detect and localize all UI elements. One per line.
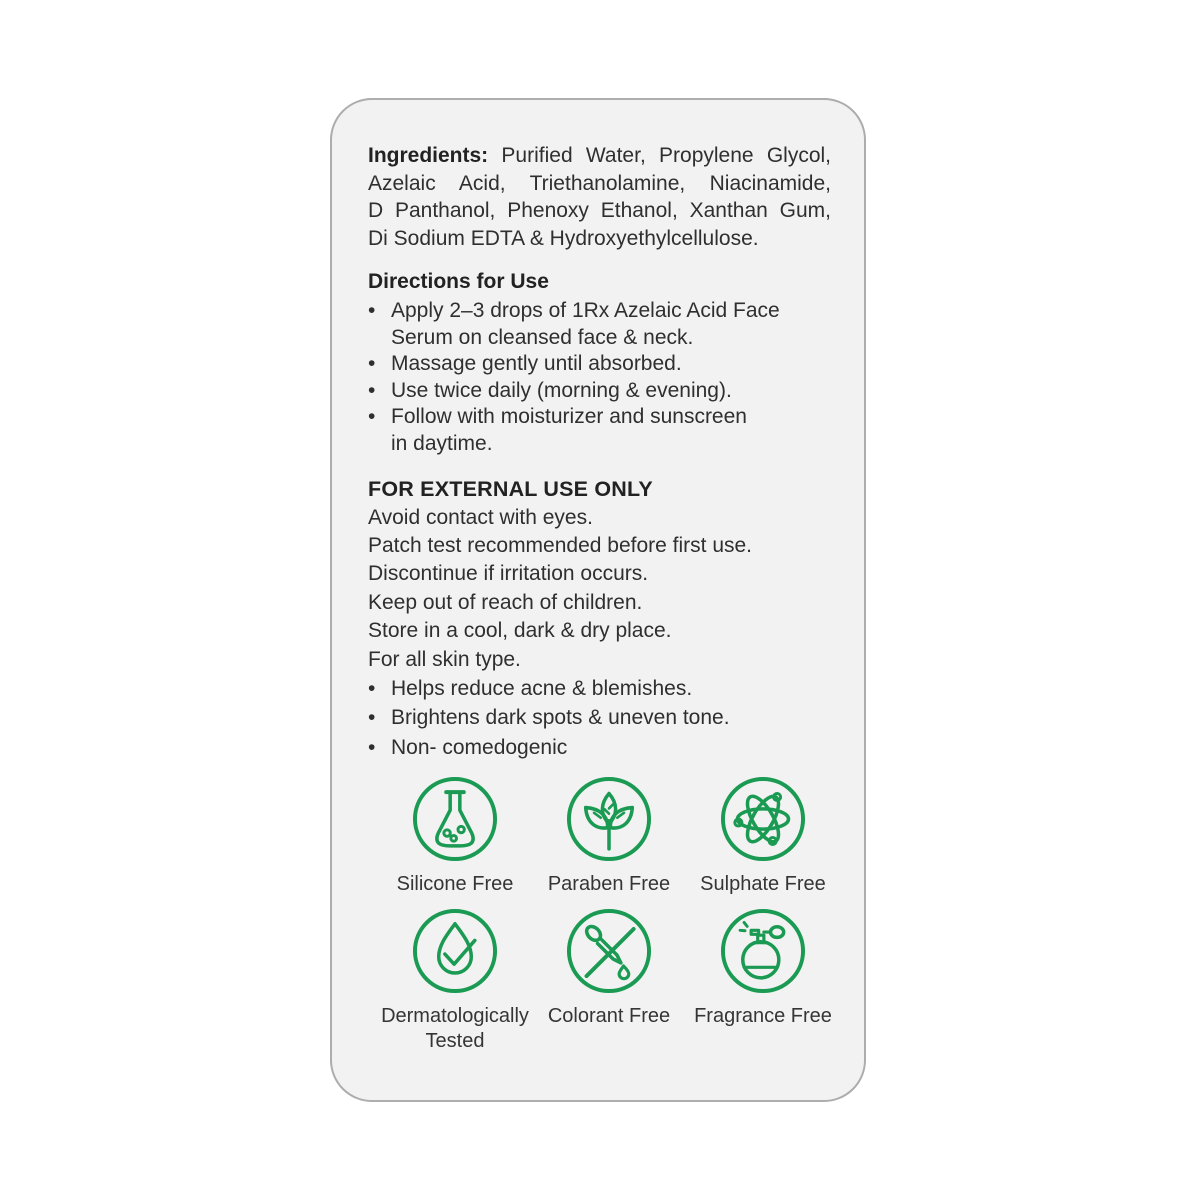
badge-colorant-free	[532, 907, 686, 1054]
directions-list	[368, 298, 831, 457]
directions-heading: Directions for Use	[368, 270, 549, 293]
badge-label: Silicone Free	[396, 873, 514, 896]
badge-label: Dermatologically Tested	[381, 1005, 529, 1053]
badge-sulphate-free	[686, 775, 840, 897]
list-item	[368, 351, 831, 378]
product-label-card	[330, 98, 866, 1102]
ingredients-paragraph	[368, 142, 831, 252]
direction-text: • Massage gently until absorbed.	[391, 352, 682, 375]
atom-icon	[719, 775, 807, 863]
benefit-text: • Non- comedogenic	[391, 735, 568, 759]
warning-line: Store in a cool, dark & dry place.	[368, 619, 672, 643]
list-item	[368, 674, 831, 704]
warning-line: Patch test recommended before first use.	[368, 533, 753, 557]
list-item	[368, 298, 831, 351]
list-item	[368, 733, 831, 763]
badge-fragrance-free	[686, 907, 840, 1054]
benefit-text: • Helps reduce acne & blemishes.	[391, 676, 693, 700]
list-item	[368, 404, 831, 457]
badge-label: Paraben Free	[547, 873, 671, 896]
badge-paraben-free	[532, 775, 686, 897]
ingredients-heading: Ingredients:	[368, 144, 489, 167]
droplet-check-icon	[411, 907, 499, 995]
badge-label: Fragrance Free	[694, 1005, 832, 1028]
benefit-text: • Brightens dark spots & uneven tone.	[391, 706, 730, 730]
warning-line: Discontinue if irritation occurs.	[368, 562, 649, 586]
warning-line: For all skin type.	[368, 647, 521, 671]
badge-label: Sulphate Free	[700, 873, 826, 896]
direction-text: • Apply 2–3 drops of 1Rx Azelaic Acid Face Serum on cleansed face & neck.	[391, 299, 780, 349]
badge-label: Colorant Free	[547, 1005, 671, 1028]
external-use-section	[368, 504, 831, 674]
list-item	[368, 703, 831, 733]
list-item	[368, 378, 831, 405]
badge-silicone-free	[378, 775, 532, 897]
warning-line: Keep out of reach of children.	[368, 590, 643, 614]
benefits-list	[368, 674, 831, 763]
direction-text: • Use twice daily (morning & evening).	[391, 378, 732, 402]
external-use-heading: FOR EXTERNAL USE ONLY	[368, 477, 653, 501]
leaf-icon	[565, 775, 653, 863]
direction-text: • Follow with moisturizer and sunscreen in daytime.	[391, 405, 747, 455]
dropper-crossed-icon	[565, 907, 653, 995]
flask-icon	[411, 775, 499, 863]
warning-line: Avoid contact with eyes.	[368, 505, 593, 529]
perfume-atomizer-icon	[719, 907, 807, 995]
badge-dermatologically-tested	[378, 907, 532, 1054]
ingredients-text: Purified Water, Propylene Glycol, Azelaic Acid, Triethanolamine, Niacinamide, D Panthanol, Phenoxy Ethanol, Xanthan Gum, Di Sodium EDTA & Hydroxyethylcellulose.	[368, 144, 831, 250]
badges-grid	[378, 775, 840, 1054]
